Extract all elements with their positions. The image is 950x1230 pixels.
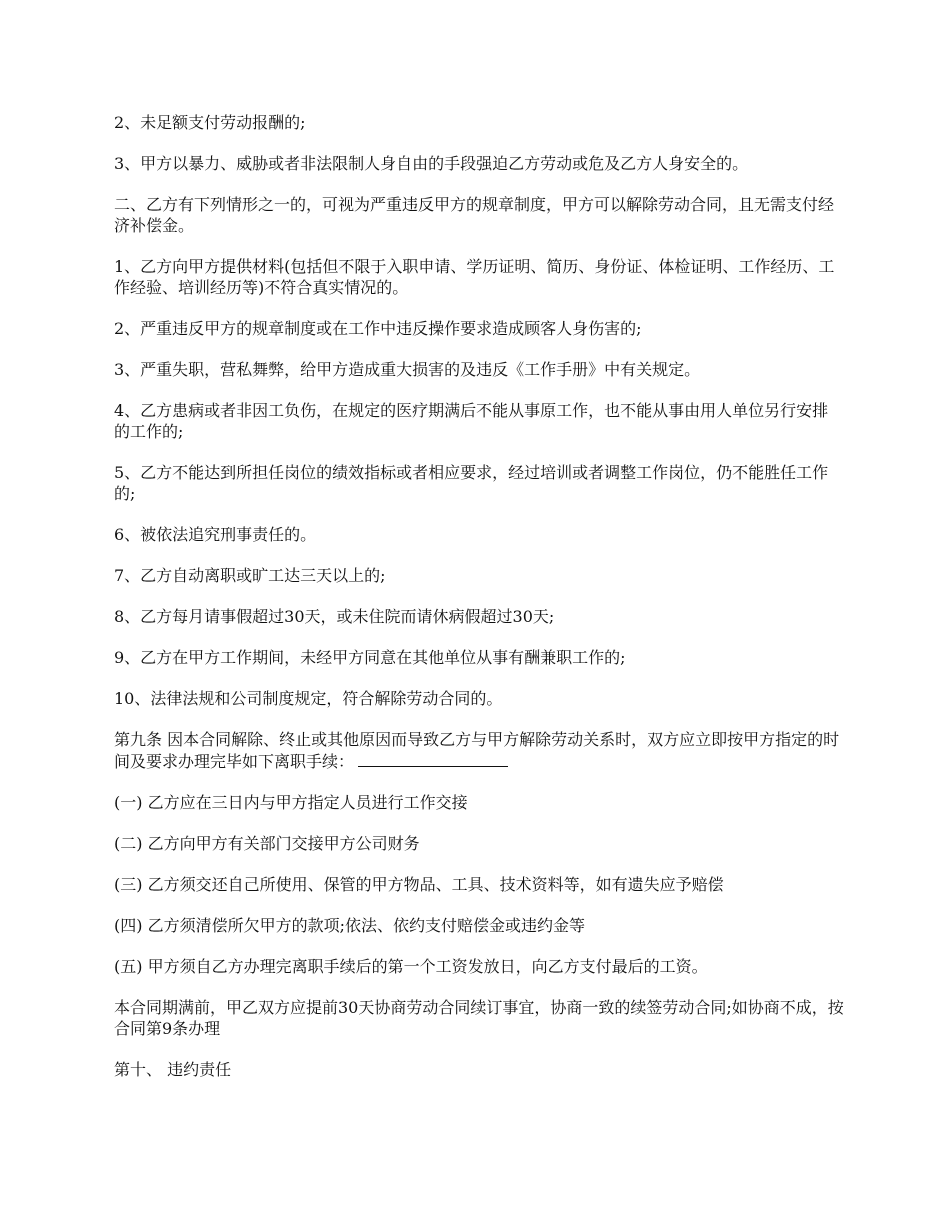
procedure-1: (一) 乙方应在三日内与甲方指定人员进行工作交接 (114, 793, 468, 812)
paragraph-clause-2: 2、未足额支付劳动报酬的; (114, 113, 306, 132)
paragraph-item-7: 7、乙方自动离职或旷工达三天以上的; (114, 566, 386, 585)
procedure-5: (五) 甲方须自乙方办理完离职手续后的第一个工资发放日，向乙方支付最后的工资。 (114, 957, 708, 976)
paragraph-item-3: 3、严重失职，营私舞弊，给甲方造成重大损害的及违反《工作手册》中有关规定。 (114, 360, 701, 379)
heading-article-10: 第十、 违约责任 (114, 1060, 232, 1079)
document-page (114, 112, 844, 1100)
paragraph-item-8: 8、乙方每月请事假超过30天，或未住院而请休病假超过30天; (114, 607, 555, 626)
procedure-4: (四) 乙方须清偿所欠甲方的款项;依法、依约支付赔偿金或违约金等 (114, 916, 585, 935)
paragraph-item-2: 2、严重违反甲方的规章制度或在工作中违反操作要求造成顾客人身伤害的; (114, 319, 642, 338)
paragraph-item-4: 4、乙方患病或者非因工负伤，在规定的医疗期满后不能从事原工作，也不能从事由用人单位另行安排的工作的; (114, 401, 829, 441)
paragraph-item-6: 6、被依法追究刑事责任的。 (114, 525, 317, 544)
paragraph-article-9 (114, 729, 844, 772)
paragraph-item-9: 9、乙方在甲方工作期间，未经甲方同意在其他单位从事有酬兼职工作的; (114, 648, 626, 667)
article-9-text: 第九条 因本合同解除、终止或其他原因而导致乙方与甲方解除劳动关系时，双方应立即按甲方指定的时间及要求办理完毕如下离职手续： (114, 730, 840, 771)
paragraph-item-1: 1、乙方向甲方提供材料(包括但不限于入职申请、学历证明、简历、身份证、体检证明、工作经历、工作经验、培训经历等)不符合真实情况的。 (114, 257, 835, 297)
fill-in-blank (358, 750, 508, 767)
procedure-3: (三) 乙方须交还自己所使用、保管的甲方物品、工具、技术资料等，如有遗失应予赔偿 (114, 875, 724, 894)
paragraph-renewal: 本合同期满前，甲乙双方应提前30天协商劳动合同续订事宜，协商一致的续签劳动合同;如协商不成，按合同第9条办理 (114, 998, 844, 1038)
paragraph-section-two: 二、乙方有下列情形之一的，可视为严重违反甲方的规章制度，甲方可以解除劳动合同，且无需支付经济补偿金。 (114, 195, 835, 235)
paragraph-clause-3: 3、甲方以暴力、威胁或者非法限制人身自由的手段强迫乙方劳动或危及乙方人身安全的。 (114, 154, 749, 173)
procedure-2: (二) 乙方向甲方有关部门交接甲方公司财务 (114, 834, 420, 853)
paragraph-item-5: 5、乙方不能达到所担任岗位的绩效指标或者相应要求，经过培训或者调整工作岗位，仍不能胜任工作的; (114, 463, 829, 503)
paragraph-item-10: 10、法律法规和公司制度规定，符合解除劳动合同的。 (114, 689, 503, 708)
